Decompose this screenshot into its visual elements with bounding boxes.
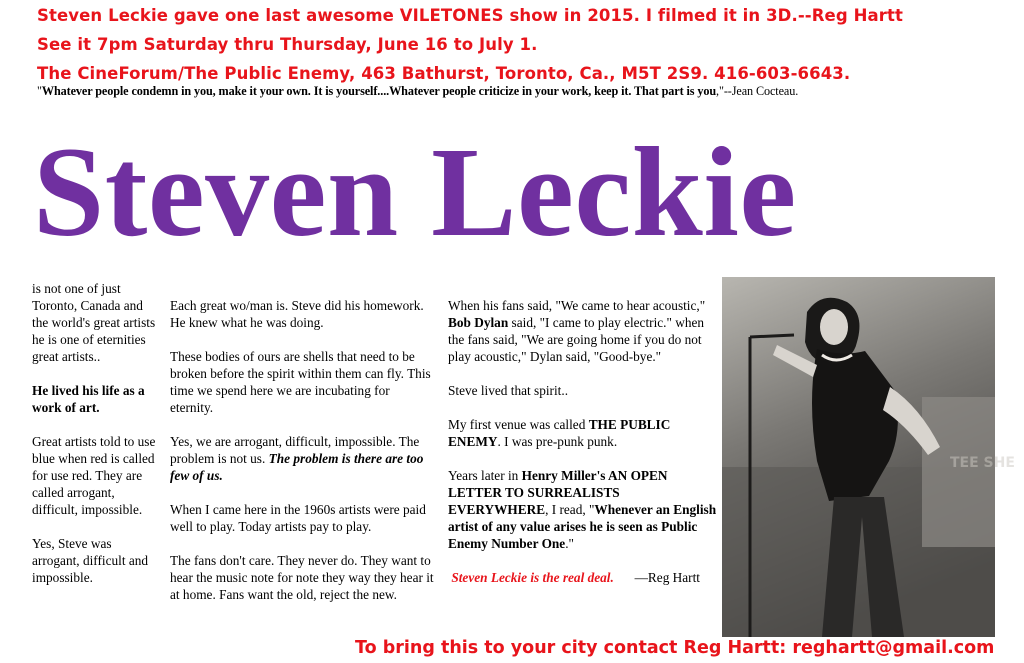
header-line-3: The CineForum/The Public Enemy, 463 Bathurst, Toronto, Ca., M5T 2S9. 416-603-6643. [37,64,851,83]
header-line-1: Steven Leckie gave one last awesome VILETONES show in 2015. I filmed it in 3D.--Reg Hartt [37,6,903,25]
col3-p4-quote: Whenever an English artist of any value arises he is seen as Public Enemy Number One [448,502,717,551]
quote-attribution: ,"--Jean Cocteau. [716,84,799,98]
col3-p3-text-a: My first venue was called [448,417,589,432]
contact-footer: To bring this to your city contact Reg Hartt: reghartt@gmail.com [355,638,995,658]
col3-p4-text-e: ." [565,536,574,551]
performer-photo-art [722,277,1015,637]
col2-paragraph-4: When I came here in the 1960s artists were paid well to play. Today artists pay to play. [170,502,426,534]
col3-paragraph-4 [448,467,718,552]
col1-paragraph-1: is not one of just Toronto, Canada and the world's great artists he is one of eternities great artists.. [32,281,156,364]
col3-paragraph-2: Steve lived that spirit.. [448,383,569,398]
real-deal-text: Steven Leckie is the real deal. [451,570,614,585]
col3-p3-venue: THE PUBLIC ENEMY [448,417,671,449]
col1-paragraph-2: He lived his life as a work of art. [32,383,145,415]
quote-bold: Whatever people condemn in you, make it your own. It is yourself....Whatever people criticize in your work, keep it. That part is you [41,84,717,98]
col3-p4-text-a: Years later in [448,468,522,483]
cocteau-quote [37,84,798,99]
photo-sign-text: TEE SHE [950,455,1015,471]
column-3 [448,297,718,603]
col3-p1-text-c: said, "I came to play electric." when the fans said, "We are going home if you do not play acoustic," Dylan said, "Good-bye." [448,315,705,364]
column-2 [170,297,435,620]
col1-paragraph-4: Yes, Steve was arrogant, difficult and impossible. [32,536,149,585]
col3-p1-text-a: When his fans said, "We came to hear acoustic," [448,298,706,313]
col2-paragraph-3 [170,433,435,484]
page-title: Steven Leckie [33,121,797,263]
col3-paragraph-1 [448,297,718,365]
signature: —Reg Hartt [634,570,700,585]
performer-photo [722,277,1015,637]
col2-paragraph-1: Each great wo/man is. Steve did his homework. He knew what he was doing. [170,298,424,330]
header-line-2: See it 7pm Saturday thru Thursday, June 16 to July 1. [37,35,538,54]
col3-paragraph-3 [448,416,718,450]
col2-paragraph-5: The fans don't care. They never do. They want to hear the music note for note they way they hear it at home. Fans want the old, reject the new. [170,553,434,602]
quote-open: " [37,84,42,98]
col3-p3-text-c: . I was pre-punk punk. [497,434,618,449]
col2-p3-text: Yes, we are arrogant, difficult, impossible. The problem is not us. [170,434,420,466]
col3-p4-book: Henry Miller's AN OPEN LETTER TO SURREALISTS EVERYWHERE [448,468,668,517]
col2-paragraph-2: These bodies of ours are shells that need to be broken before the spirit within them can fly. This time we spend here we are incubating for eternity. [170,349,431,415]
column-1 [32,280,162,603]
col3-paragraph-5 [448,569,718,586]
col2-p3-emphasis: The problem is there are too few of us. [170,451,424,483]
col3-p1-bob-dylan: Bob Dylan [448,315,509,330]
col3-p4-text-c: , I read, " [545,502,595,517]
col1-paragraph-3: Great artists told to use blue when red is called for use red. They are called arrogant, difficult, impossible. [32,434,156,517]
